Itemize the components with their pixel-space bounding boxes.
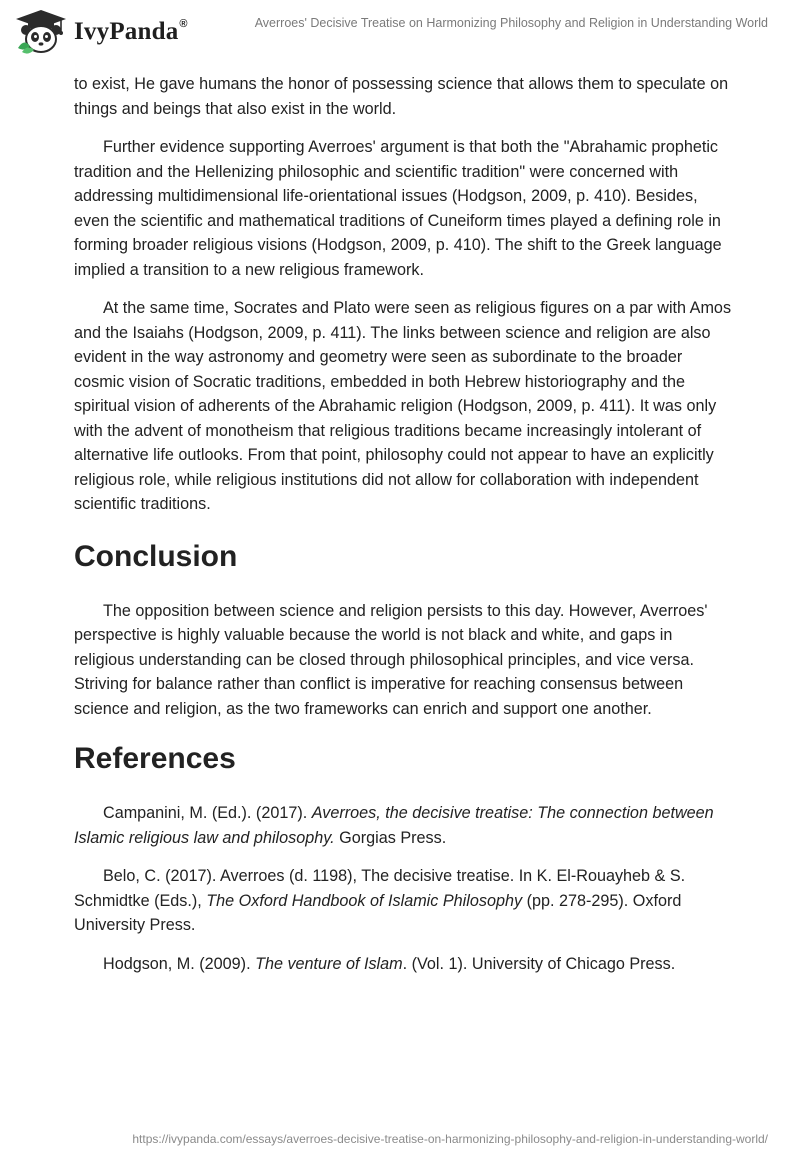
reference-title: The venture of Islam [255, 954, 403, 973]
reference-item [74, 952, 734, 977]
reference-text: Gorgias Press. [334, 828, 447, 847]
body-paragraph: At the same time, Socrates and Plato were seen as religious figures on a par with Amos and the Isaiahs (Hodgson, 2009, p. 411). The links between science and religion are also evident in the way astronomy and geometry were seen as subordinate to the broader cosmic vision of Socratic traditions, embedded in both Hebrew historiography and the spiritual vision of adherents of the Abrahamic religion (Hodgson, 2009, p. 411). It was only with the advent of monotheism that religious traditions became increasingly intolerant of alternative life outlooks. From that point, philosophy could not appear to have an explicitly religious role, while religious institutions did not allow for collaboration with independent scientific traditions. [74, 299, 732, 513]
ivypanda-logo[interactable] [14, 8, 188, 56]
brand-name [74, 18, 188, 46]
body-paragraph: Further evidence supporting Averroes' argument is that both the "Abrahamic prophetic tradition and the Hellenizing philosophic and scientific tradition" were concerned with addressing multidimensional life-orientational issues (Hodgson, 2009, p. 410). Besides, even the scientific and mathematical traditions of Cuneiform times played a defining role in forming broader religious visions (Hodgson, 2009, p. 410). The shift to the Greek language implied a transition to a new religious framework. [74, 138, 722, 279]
reference-item [74, 801, 734, 850]
reference-text: Belo, C. (2017). Averroes (d. 1198), The decisive treatise. In K. El-Rouayheb & S. Schmidtke (Eds.), [74, 867, 686, 910]
conclusion-paragraph: The opposition between science and religion persists to this day. However, Averroes' perspective is highly valuable because the world is not black and white, and gaps in religious understanding can be closed through philosophical principles, and vice versa. Striving for balance rather than conflict is imperative for reaching consensus between science and religion, as the two frameworks can enrich and support one another. [74, 601, 708, 718]
page-header [0, 0, 800, 64]
reference-title: Averroes, the decisive treatise: The connection between Islamic religious law and philosophy. [74, 804, 714, 847]
reference-text: (pp. 278-295). Oxford University Press. [74, 891, 682, 934]
reference-text: Hodgson, M. (2009). [103, 954, 256, 973]
document-title: Averroes' Decisive Treatise on Harmonizing Philosophy and Religion in Understanding World [254, 16, 768, 30]
references-heading: References [74, 742, 236, 775]
reference-text: Campanini, M. (Ed.). (2017). [103, 804, 312, 822]
registered-mark: ® [179, 18, 188, 30]
panda-graduate-icon [14, 8, 68, 56]
reference-title: The Oxford Handbook of Islamic Philosophy [206, 891, 523, 910]
reference-text: . (Vol. 1). University of Chicago Press. [402, 954, 676, 973]
source-url-link[interactable]: https://ivypanda.com/essays/averroes-decisive-treatise-on-harmonizing-philosophy-and-religion-in-understanding-world/ [132, 1132, 768, 1146]
essay-content [74, 72, 734, 990]
brand-label: IvyPanda [74, 18, 179, 45]
conclusion-heading: Conclusion [74, 539, 238, 573]
body-paragraph: to exist, He gave humans the honor of possessing science that allows them to speculate on things and beings that also exist in the world. [74, 75, 729, 118]
reference-item [74, 864, 734, 938]
